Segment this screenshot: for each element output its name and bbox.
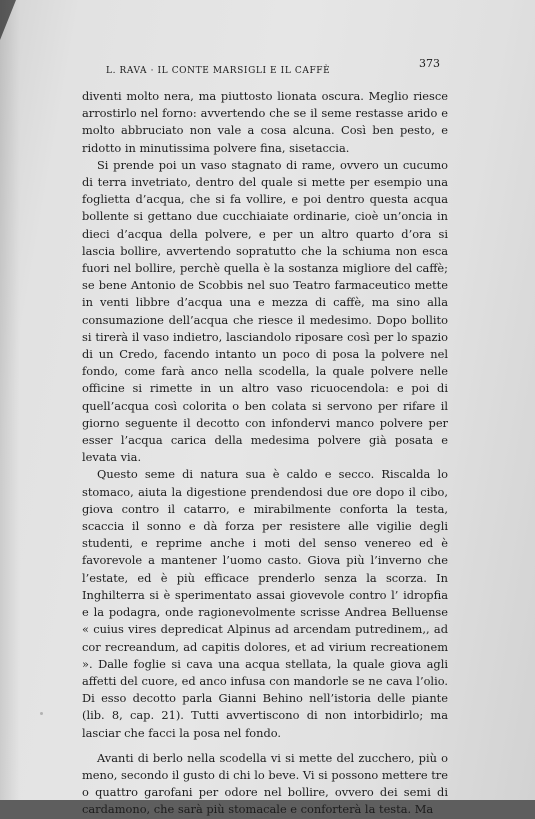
paper-speck bbox=[40, 712, 43, 715]
paragraph: Si prende poi un vaso stagnato di rame, ovvero un cucumo di terra invetriato, dentro del quale si mette per esempio una foglietta d’acqua, che si fa vollire, e poi dentro questa acqua bollente si gettano due cucchiaiate ordinarie, cioè un’oncia in dieci d’acqua della polvere, e per un altro quarto d’ora si lascia bollire, avvertendo sopratutto che la schiuma non esca fuori nel bollire, perchè quella è la sostanza migliore del caffè; se bene Antonio de Scobbis nel suo Teatro farmaceutico mette in venti libbre d’acqua una e mezza di caffè, ma sino alla consumazione dell’acqua che riesce il medesimo. Dopo bollito si tirerà il vaso indietro, lasciandolo riposare così per lo spazio di un Credo, facendo intanto un poco di posa la polvere nel fondo, come farà anco nella scodella, la quale polvere nelle officine si rimette in un altro vaso ricuocendola: e poi di quell’acqua così colorita o ben colata si servono per rifare il giorno seguente il decotto con infondervi manco polvere per esser l’acqua carica della medesima polvere già posata e levata via. bbox=[82, 157, 448, 465]
paragraph: diventi molto nera, ma piuttosto lionata oscura. Meglio riesce arrostirlo nel forno: avvertendo che se il seme restasse arido e molto abbruciato non vale a cosa alcuna. Così ben pesto, e ridotto in minutissima polvere fina, sisetaccia. bbox=[82, 89, 448, 155]
paragraph: Questo seme di natura sua è caldo e secco. Riscalda lo stomaco, aiuta la digestione prendendosi due ore dopo il cibo, giova contro il catarro, e mirabilmente conforta la testa, scaccia il sonno e dà forza per resistere alle vigilie degli studenti, e reprime anche i moti del senso venereo ed è favorevole a mantener l’uomo casto. Giova più l’inverno che l’estate, ed è più efficace prenderlo senza la scorza. In Inghilterra si è sperimentato assai giovevole contro l’ idropfia e la podagra, onde ragionevolmente scrisse Andrea Belluense « cuius vires depredicat Alpinus ad arcendam putredinem,, ad cor recreandum, ad capitis dolores, et ad virium recreationem ». Dalle foglie si cava una acqua stellata, la quale giova agli affetti del cuore, ed anco infusa con mandorle se ne cava l’olio. Di esso decotto parla Gianni Behino nell’istoria delle piante (lib. 8, cap. 21). Tutti avvertiscono di non intorbidirlo; ma lasciar che facci la posa nel fondo. bbox=[82, 467, 448, 740]
running-title: L. RAVA · IL CONTE MARSIGLI E IL CAFFÈ bbox=[106, 66, 331, 76]
body-text bbox=[82, 88, 448, 819]
page-number: 373 bbox=[419, 57, 440, 70]
page-gutter-shadow bbox=[0, 0, 20, 800]
paragraph: Avanti di berlo nella scodella vi si mette del zucchero, più o meno, secondo il gusto di chi lo beve. Vi si possono mettere tre o quattro garofani per odore nel bollire, ovvero dei semi di cardamono, che sarà più stomacale e conforterà la testa. Ma bbox=[82, 750, 448, 817]
running-header bbox=[82, 50, 448, 74]
book-page bbox=[82, 50, 448, 819]
